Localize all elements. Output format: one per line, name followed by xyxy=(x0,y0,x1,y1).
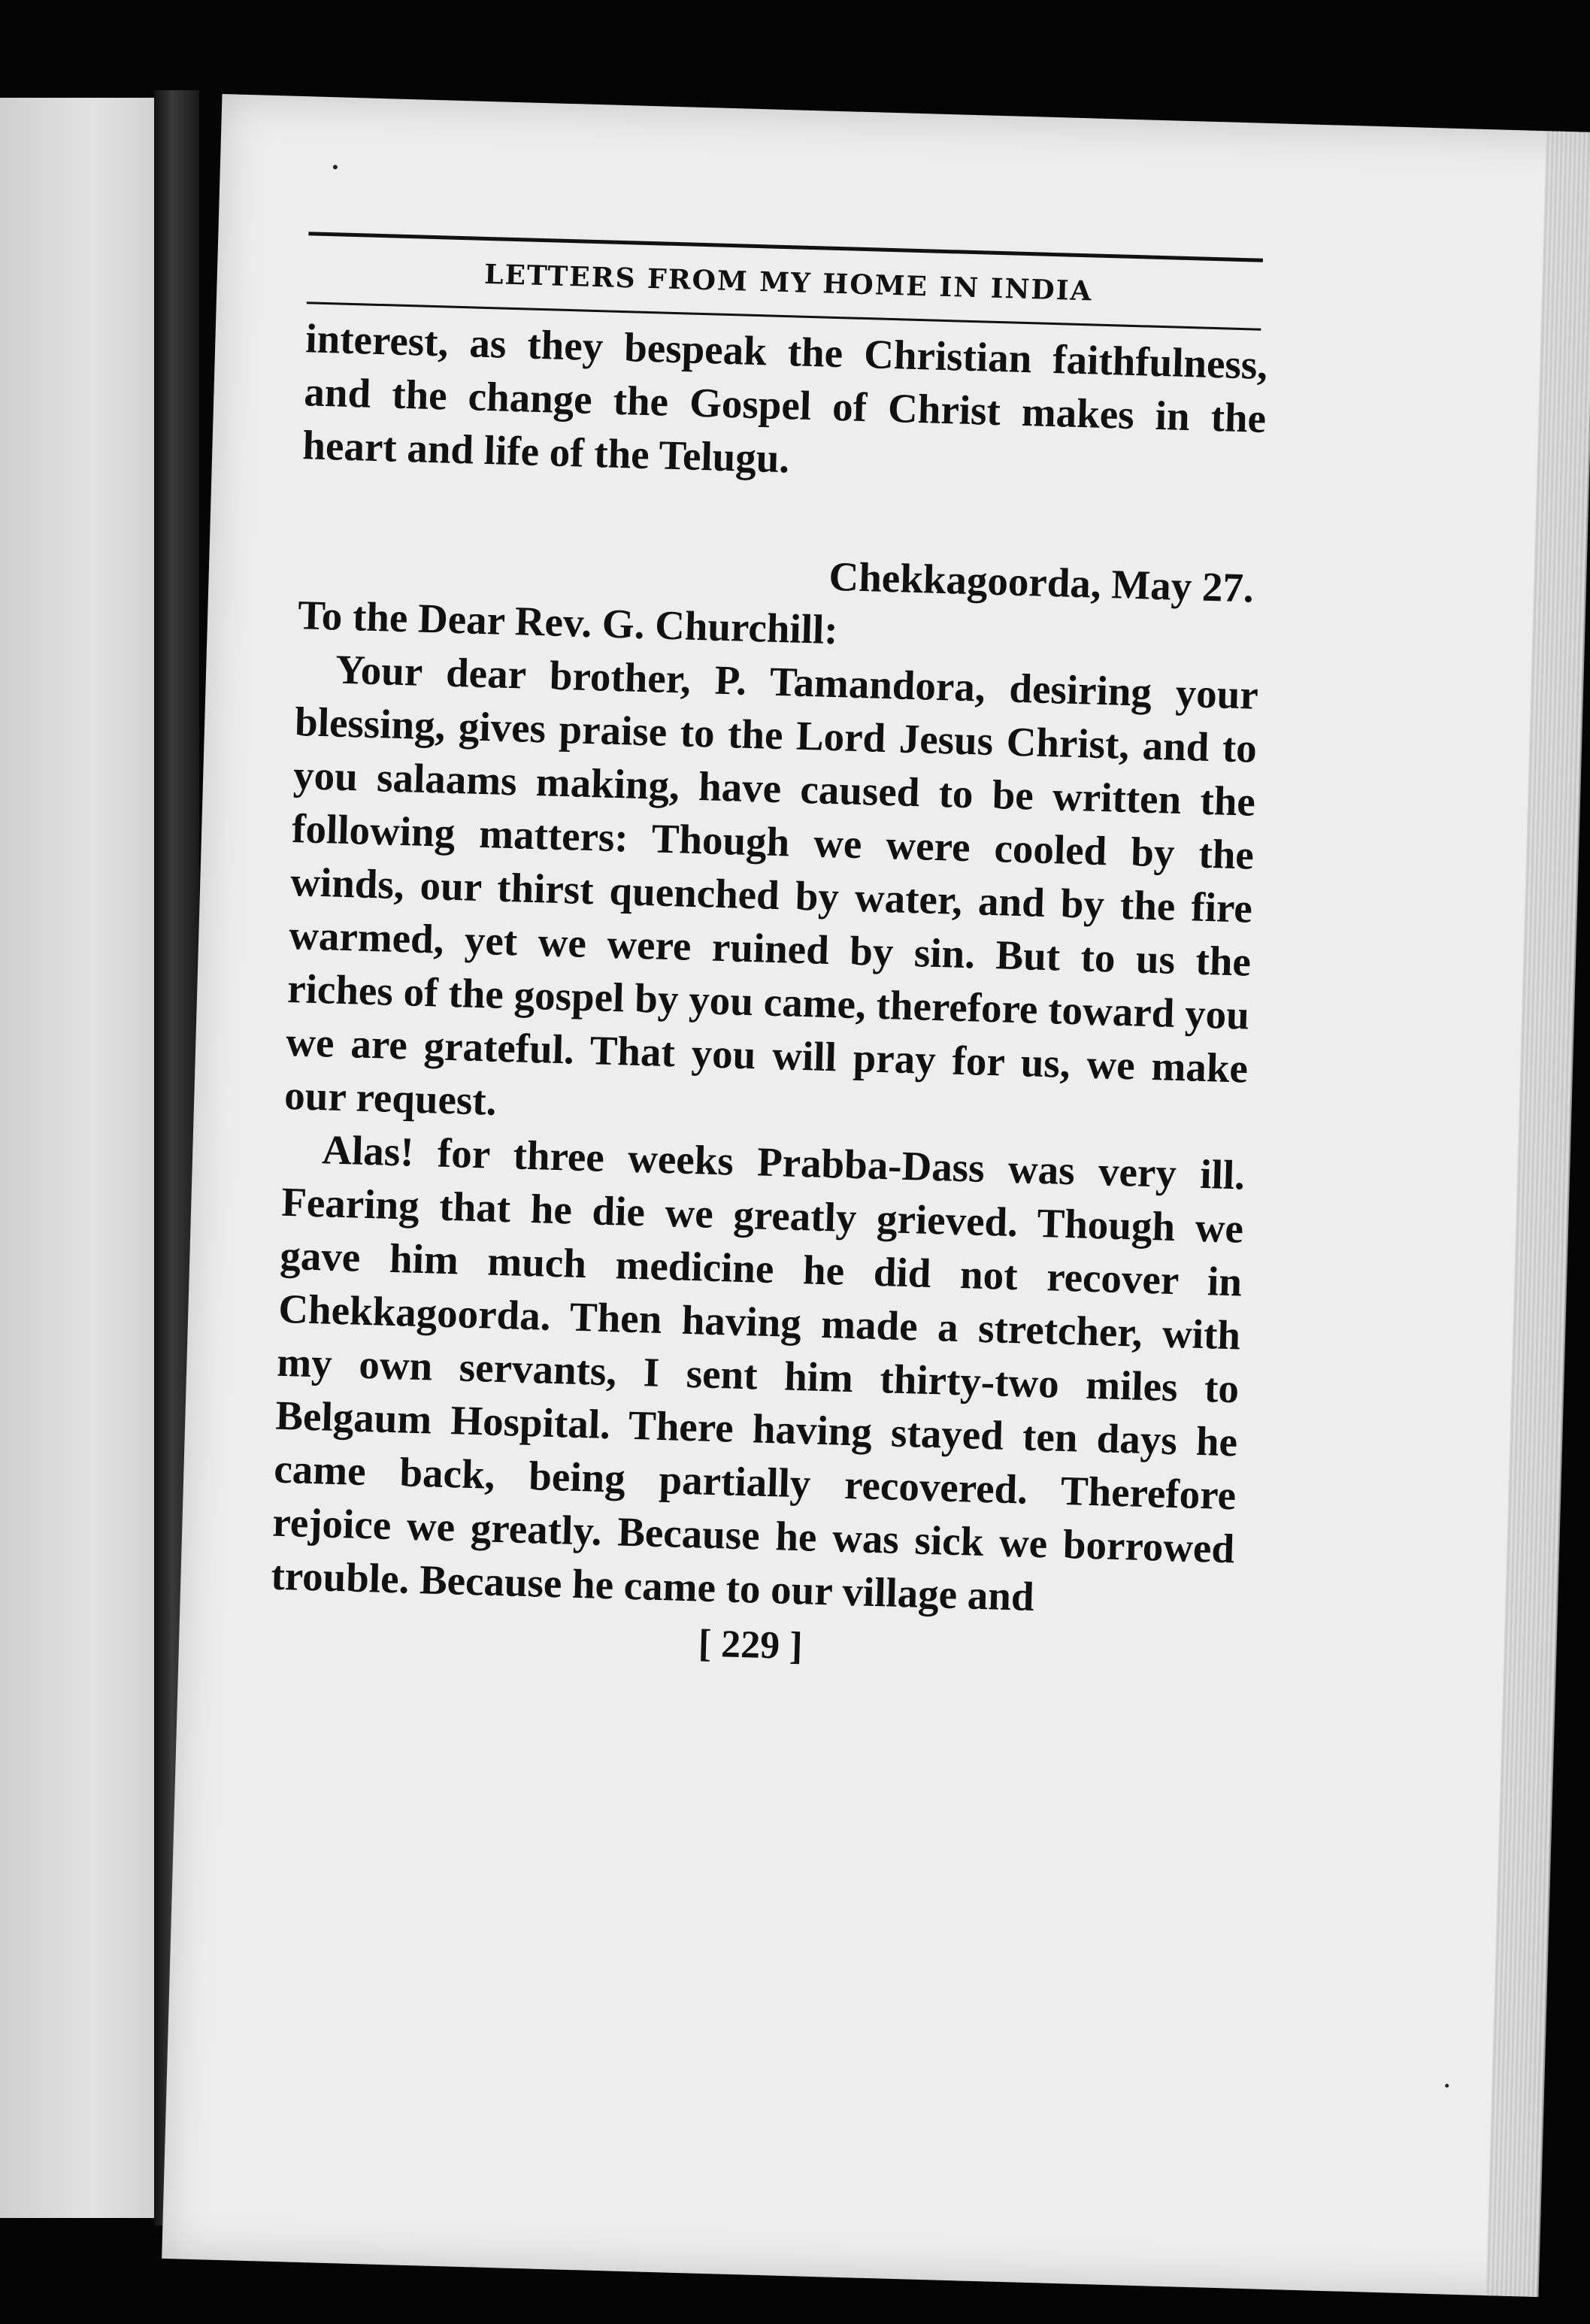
book-page xyxy=(162,94,1590,2297)
page-fore-edge xyxy=(1486,131,1590,2297)
scan-speck xyxy=(333,165,338,169)
opening-paragraph: interest, as they bespeak the Christian faithfulness, and the change the Gospel of Christ makes in the heart and life of the Telugu. xyxy=(301,315,1268,482)
previous-page-edge xyxy=(0,98,158,2218)
letter-paragraph-2: Alas! for three weeks Prabba-Dass was very ill. Fearing that he die we greatly grieved. Though we gave him much medicine he did not recover in Chekkagoorda. Then having made a stretcher, with my own servants, I sent him thirty-two miles to Belgaum Hospital. There having stayed ten days he came back, being partially recovered. Therefore rejoice we greatly. Because he was sick we borrowed trouble. Because he came to our village and xyxy=(270,1126,1246,1620)
letter-salutation: To the Dear Rev. G. Churchill: xyxy=(297,592,839,653)
page-number: [ 229 ] xyxy=(698,1622,804,1668)
running-head: LETTERS FROM MY HOME IN INDIA xyxy=(483,258,1093,308)
page-content xyxy=(269,232,1270,1680)
letter-paragraph-1: Your dear brother, P. Tamandora, desiring your blessing, gives praise to the Lord Jesus Christ, and to you salaams making, have caused to be written the following matters: Though we were cooled by the winds, our thirst quenched by water, and by the fire warmed, yet we were ruined by sin. But to us the riches of the gospel by you came, therefore toward you we are grateful. That you will pray for us, we make our request. xyxy=(283,646,1259,1124)
letter-dateline: Chekkagoorda, May 27. xyxy=(828,553,1255,611)
scan-speck xyxy=(1445,2083,1449,2087)
